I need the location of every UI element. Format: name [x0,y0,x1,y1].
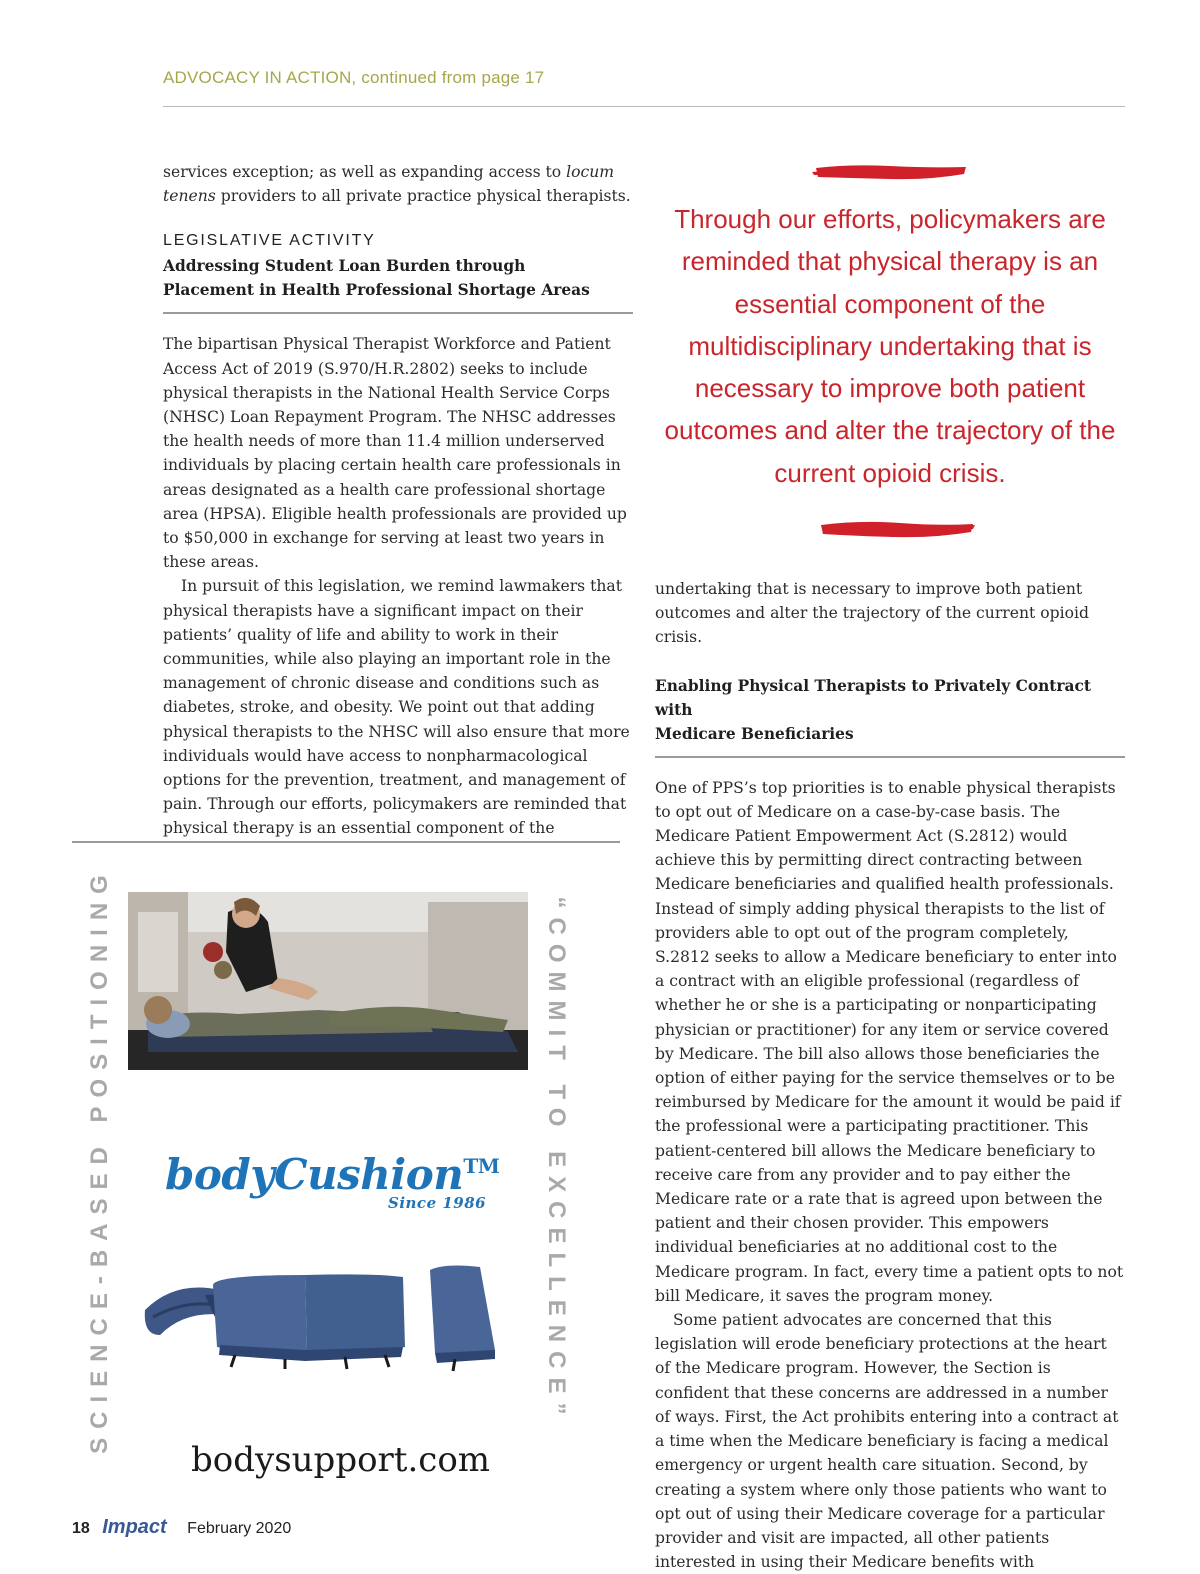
body-paragraph-2: In pursuit of this legislation, we remind lawmakers that physical therapists have a significant impact on their patients’ quality of life and ability to work in their communities, while also playing an important role in the management of chronic disease and conditions such as diabetes, stroke, and obesity. We point out that adding physical therapists to the NHSC will also ensure that more individuals would have access to nonpharmacological options for the prevention, treatment, and management of pain. Through our efforts, policymakers are reminded that physical therapy is an essential component of the [163,577,630,838]
subhead-medicare: Enabling Physical Therapists to Privately Contract with Medicare Beneficiaries [655,676,1091,743]
running-head: ADVOCACY IN ACTION, continued from page 17 [163,68,545,87]
brand-logo: bodyCushion™ [165,1150,500,1199]
issue-date: February 2020 [187,1520,292,1537]
brush-stroke-bottom [815,516,977,544]
body-paragraph-3: One of PPS’s top priorities is to enable physical therapists to opt out of Medicare on a case-by-case basis. The Medicare Patient Empowerment Act (S.2812) would achieve this by permitting direct contracting between Medicare beneficiaries and qualified health professionals. Instead of simply adding physical therapists to the list of providers able to opt out of the program completely, S.2812 seeks to allow a Medicare beneficiary to enter into a contract with an eligible professional (regardless of whether he or she is a participating or nonparticipating physician or practitioner) for any item or service covered by Medicare. The bill also allows those beneficiaries the option of either paying for the service themselves or to be reimbursed by Medicare for the amount it would be paid if the professional were a participating practitioner. This patient-centered bill allows the Medicare beneficiary to receive care from any provider and to pay either the Medicare rate or a rate that is agreed upon between the patient and their chosen provider. This empowers individual beneficiaries at no additional cost to the Medicare program. In fact, every time a patient opts to not bill Medicare, it saves the program money. [655,778,1124,1305]
page-number: 18 [72,1520,90,1537]
brand-since: Since 1986 [388,1194,487,1212]
continued-paragraph: undertaking that is necessary to improve both patient outcomes and alter the trajectory of the current opioid crisis. [655,580,1089,647]
subhead-divider [163,312,633,314]
ad-vertical-slogan-right: “COMMIT TO EXCELLENCE” [543,896,570,1424]
header-divider [163,106,1125,107]
subhead-divider-right [655,756,1125,758]
intro-paragraph: services exception; as well as expanding access to locum tenens providers to all private practice physical therapists. [163,163,631,206]
section-label: LEGISLATIVE ACTIVITY [163,232,376,250]
ad-divider [72,841,620,843]
body-paragraph-1: The bipartisan Physical Therapist Workforce and Patient Access Act of 2019 (S.970/H.R.2802) seeks to include physical therapists in the National Health Service Corps (NHSC) Loan Repayment Program. The NHSC addresses the health needs of more than 11.4 million underserved individuals by placing certain health care professionals in areas designated as a health care professional shortage area (HPSA). Eligible health professionals are provided up to $50,000 in exchange for serving at least two years in these areas. [163,335,627,572]
pull-quote: Through our efforts, policymakers are reminded that physical therapy is an essential component of the multidisciplinary undertaking that is necessary to improve both patient outcomes and alter the trajectory of the current opioid crisis. [664,204,1116,488]
page-footer [72,1516,291,1539]
ad-website[interactable]: bodysupport.com [191,1440,491,1480]
body-paragraph-4: Some patient advocates are concerned that this legislation will erode beneficiary protections at the heart of the Medicare program. However, the Section is confident that these concerns are addressed in a number of ways. First, the Act prohibits entering into a contract at a time when the Medicare beneficiary is facing a medical emergency or urgent health care situation. Second, by creating a system where only those patients who want to opt out of using their Medicare coverage for a particular provider and visit are impacted, all other patients interested in using their Medicare benefits with [655,1311,1119,1572]
right-column [655,577,1125,1574]
ad-photo [128,892,528,1070]
ad-vertical-slogan-left: SCIENCE-BASED POSITIONING [86,866,113,1454]
magazine-name: Impact [102,1516,167,1538]
intro-italic: locum tenens [163,163,615,206]
brush-stroke-top [810,160,972,186]
left-column [163,160,633,841]
ad-product-cushions [135,1255,505,1380]
subhead-student-loan: Addressing Student Loan Burden through Placement in Health Professional Shortage Areas [163,257,590,300]
